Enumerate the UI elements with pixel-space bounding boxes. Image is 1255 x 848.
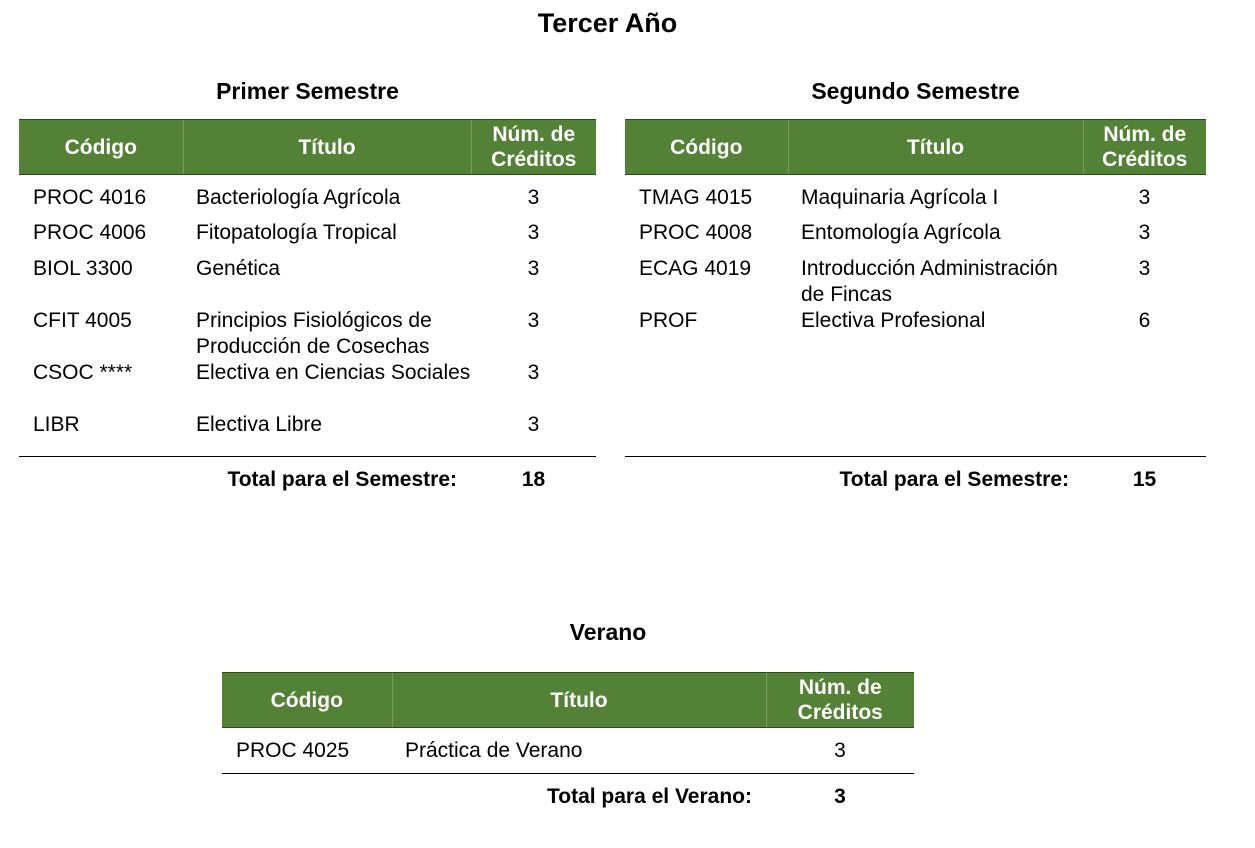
table-row [19, 308, 596, 360]
course-credits: 3 [527, 308, 540, 332]
course-code: TMAG 4015 [639, 186, 753, 209]
header-title: Título [788, 120, 1083, 175]
header-code: Código [222, 673, 392, 728]
first-semester-table [19, 119, 596, 503]
course-title: Electiva Profesional [788, 308, 1083, 457]
table-row [19, 175, 596, 220]
table-row [19, 256, 596, 308]
course-title: Fitopatología Tropical [196, 220, 397, 244]
second-semester-heading: Segundo Semestre [811, 78, 1020, 104]
header-title: Título [183, 120, 471, 175]
total-row [19, 457, 596, 504]
course-title: Introducción Administración de Fincas [801, 256, 1058, 306]
course-code: LIBR [19, 412, 183, 457]
header-code: Código [19, 120, 183, 175]
table-row [222, 728, 914, 774]
course-code: CSOC **** [33, 360, 133, 384]
table-row [625, 220, 1206, 256]
table-row [625, 175, 1206, 220]
course-code: PROC 4025 [222, 728, 392, 774]
header-credits: Núm. de Créditos [766, 673, 914, 728]
course-credits: 3 [527, 256, 540, 280]
course-code: ECAG 4019 [639, 256, 752, 280]
course-title: Bacteriología Agrícola [196, 186, 401, 209]
course-code: PROC 4016 [33, 186, 147, 209]
course-title: Entomología Agrícola [801, 220, 1001, 244]
first-semester-heading: Primer Semestre [216, 78, 399, 104]
course-title: Electiva Libre [183, 412, 471, 457]
table-row [625, 308, 1206, 457]
total-label: Total para el Semestre: [227, 468, 457, 491]
table-row [19, 220, 596, 256]
course-title: Principios Fisiológicos de Producción de Cosechas [196, 308, 432, 358]
course-credits: 3 [527, 220, 540, 244]
course-credits: 6 [1083, 308, 1206, 457]
course-code: PROC 4006 [33, 220, 147, 244]
course-code: PROF [625, 308, 788, 457]
total-row [222, 774, 914, 821]
course-credits: 3 [527, 360, 540, 384]
header-credits: Núm. de Créditos [1083, 120, 1206, 175]
total-value: 18 [521, 468, 546, 491]
summer-table [222, 672, 914, 820]
total-label: Total para el Verano: [546, 785, 752, 808]
table-row [19, 412, 596, 457]
summer-heading: Verano [569, 619, 647, 645]
course-title: Electiva en Ciencias Sociales [196, 360, 471, 384]
course-title: Práctica de Verano [392, 728, 766, 774]
table-header-row [19, 120, 596, 175]
header-code: Código [625, 120, 788, 175]
header-title: Título [392, 673, 766, 728]
course-credits: 3 [1138, 186, 1151, 209]
header-credits: Núm. de Créditos [471, 120, 596, 175]
course-credits: 3 [1138, 220, 1151, 244]
course-title: Maquinaria Agrícola I [801, 186, 999, 209]
course-credits: 3 [1138, 256, 1151, 280]
table-header-row [625, 120, 1206, 175]
course-credits: 3 [527, 186, 540, 209]
course-title: Genética [196, 256, 281, 280]
total-value: 15 [1132, 468, 1157, 491]
course-code: CFIT 4005 [33, 308, 132, 332]
course-credits: 3 [471, 412, 596, 457]
total-row [625, 457, 1206, 504]
page-title: Tercer Año [537, 8, 678, 38]
course-code: BIOL 3300 [33, 256, 133, 280]
table-header-row [222, 673, 914, 728]
total-label: Total para el Semestre: [839, 468, 1069, 491]
table-row [625, 256, 1206, 308]
course-code: PROC 4008 [639, 220, 753, 244]
course-credits: 3 [766, 728, 914, 774]
second-semester-table [625, 119, 1206, 503]
total-value: 3 [834, 785, 846, 808]
table-row [19, 360, 596, 412]
